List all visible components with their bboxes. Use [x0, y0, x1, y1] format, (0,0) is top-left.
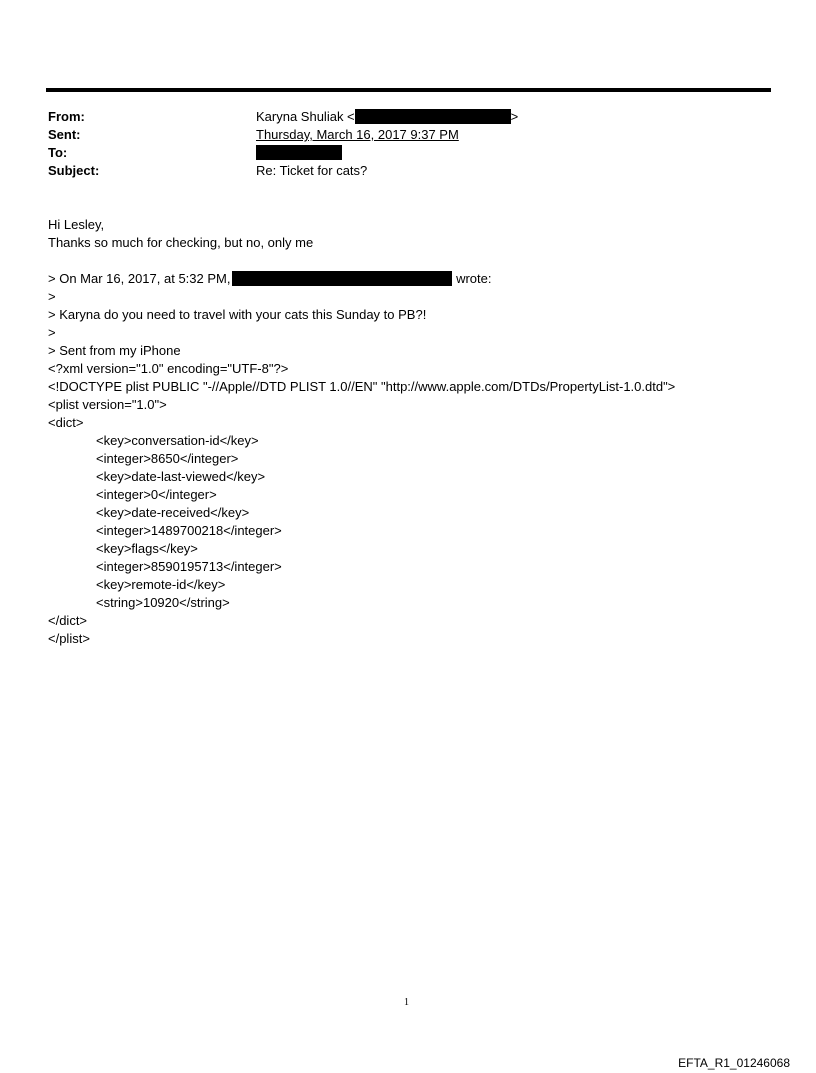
from-value-text: Karyna Shuliak < [256, 109, 355, 124]
page-number: 1 [404, 997, 409, 1008]
greeting: Hi Lesley, [48, 217, 105, 232]
to-redaction [256, 145, 342, 160]
header-rule [46, 88, 771, 92]
quote-sender-redaction [232, 271, 452, 286]
quote-text: > Karyna do you need to travel with your cats this Sunday to PB?! [48, 307, 427, 322]
bates-number: EFTA_R1_01246068 [678, 1056, 790, 1070]
from-value-end: > [510, 109, 519, 124]
from-value [256, 108, 518, 126]
plist-entry: <key>remote-id</key> [96, 577, 226, 592]
sent-label: Sent: [48, 127, 81, 142]
plist-entry: <string>10920</string> [96, 595, 230, 610]
xml-doctype: <!DOCTYPE plist PUBLIC "-//Apple//DTD PLIST 1.0//EN" "http://www.apple.com/DTDs/PropertyList-1.0.dtd"> [48, 379, 676, 394]
reply-line: Thanks so much for checking, but no, only me [48, 235, 314, 250]
subject-value: Re: Ticket for cats? [256, 163, 368, 178]
plist-close: </plist> [48, 631, 90, 646]
plist-entry: <integer>8650</integer> [96, 451, 239, 466]
plist-entry: <key>date-last-viewed</key> [96, 469, 266, 484]
dict-close: </dict> [48, 613, 88, 628]
plist-entry: <key>date-received</key> [96, 505, 250, 520]
plist-open: <plist version="1.0"> [48, 397, 167, 412]
quote-intro [48, 270, 492, 288]
plist-entry: <integer>8590195713</integer> [96, 559, 282, 574]
sent-value: Thursday, March 16, 2017 9:37 PM [256, 127, 459, 142]
from-email-redaction [355, 109, 511, 124]
quote-gt-1: > [48, 289, 56, 304]
subject-label: Subject: [48, 163, 100, 178]
dict-open: <dict> [48, 415, 84, 430]
plist-entry: <integer>0</integer> [96, 487, 217, 502]
quote-signature: > Sent from my iPhone [48, 343, 181, 358]
quote-gt-2: > [48, 325, 56, 340]
plist-entry: <integer>1489700218</integer> [96, 523, 282, 538]
quote-intro-end: wrote: [456, 271, 492, 286]
from-label: From: [48, 109, 85, 124]
xml-declaration: <?xml version="1.0" encoding="UTF-8"?> [48, 361, 289, 376]
quote-intro-text: > On Mar 16, 2017, at 5:32 PM, [48, 271, 231, 286]
plist-entry: <key>conversation-id</key> [96, 433, 259, 448]
to-value [256, 144, 342, 162]
to-label: To: [48, 145, 68, 160]
plist-entry: <key>flags</key> [96, 541, 198, 556]
